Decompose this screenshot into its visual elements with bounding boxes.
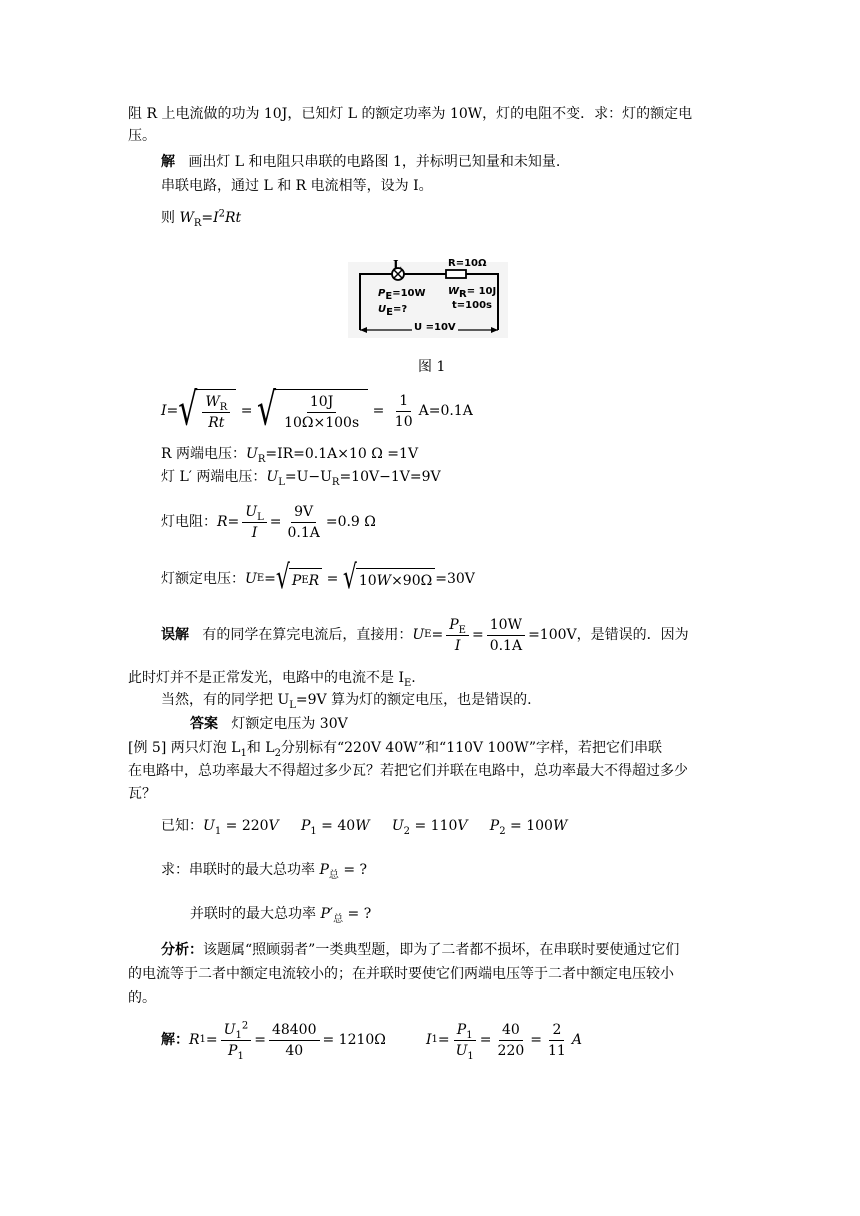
fig-t: t=100s <box>452 300 492 311</box>
problem-line-1: 阻 R 上电流做的功为 10J，已知灯 L 的额定功率为 10W，灯的电阻不变．求：灯的额定电 <box>128 106 693 122</box>
wrong-solution-line-3: 当然，有的同学把 $U_L=9V$ 算为灯的额定电压，也是错误的. <box>161 692 532 711</box>
solution-line-2: 串联电路，通过 L 和 R 电流相等，设为 I。 <box>161 178 433 194</box>
question-parallel: 并联时的最大总功率 $P'_总$ = ? <box>190 906 372 925</box>
formula-lamp-resistance: 灯电阻： R = $\frac{U_L}{I}$ = $\frac{9V}{0.1A}$ =0.9 Ω <box>161 503 376 541</box>
solution-text-1: 画出灯 L 和电阻只串联的电路图 1，并标明已知量和未知量. <box>188 154 561 170</box>
fig-ue: $U_E=$? <box>378 304 408 318</box>
analysis-line-3: 的。 <box>128 990 156 1006</box>
example5-line-1: [例 5] 两只灯泡 $L_1$和 $L_2$分别标有“220V 40W”和“110V 100W”字样，若把它们串联 <box>128 740 663 759</box>
resistor-symbol <box>446 270 466 278</box>
example5-line-2: 在电路中，总功率最大不得超过多少瓦？若把它们并联在电路中，总功率最大不得超过多少 <box>128 763 688 779</box>
fig-lamp-label: L <box>393 258 402 272</box>
wrong-solution-line-1: 误解 有的同学在算完电流后，直接用： U E = $\frac{P_E}{I}$ = $\frac{10W}{0.1A}$ =100V，是错误的．因为 <box>161 616 689 654</box>
analysis-line-1: 分析：该题属“照顾弱者”一类典型题，即为了二者都不损坏，在串联时要使通过它们 <box>161 942 680 958</box>
solve-formulas: 解： R 1 = $\frac{U_1^2}{P_1}$ = $\frac{48400}{40}$ = 1210Ω I 1 = $\frac{P_1}{U_1}$ = $\frac{40}{220}$ = $\frac{2}{11}$ A <box>161 1019 582 1062</box>
formula-ul: 灯 L′ 两端电压：$U_L=U-U_R=10V-1V=9V$ <box>161 469 441 488</box>
fig-resistor-label: R=10Ω <box>448 258 487 269</box>
wrong-solution-line-2: 此时灯并不是正常发光，电路中的电流不是 $I_E$. <box>128 670 416 689</box>
formula-rated-voltage: 灯额定电压： U E = √ P E R = √ 10 W ×90Ω =30V <box>161 559 475 597</box>
fig-u: U =10V <box>414 322 456 333</box>
formula-ur: R 两端电压：$U_R=IR=0.1A\times 10$ Ω =1V <box>161 446 419 465</box>
formula-current: I = √ $\frac{W_R}{Rt}$ = √ $\frac{10J}{10\Omega\times 100s}$ = $\frac{1}{10}$ A=0.1A <box>161 384 473 437</box>
known-values: 已知：$U_1 = 220V$ $P_1 = 40W$ $U_2 = 110V$ $P_2 = 100W$ <box>161 818 568 837</box>
fig-pe: $P_E=10W$ <box>378 288 426 302</box>
example5-line-3: 瓦？ <box>128 786 156 802</box>
analysis-line-2: 的电流等于二者中额定电流较小的；在并联时要使它们两端电压等于二者中额定电压较小 <box>128 966 674 982</box>
solution-line-1 <box>161 152 560 172</box>
question-series: 求：串联时的最大总功率 $P_总$ = ? <box>161 862 368 881</box>
figure-caption: 图 1 <box>418 359 446 375</box>
problem-line-2: 压。 <box>128 128 156 144</box>
solution-label: 解 <box>161 154 175 170</box>
answer-line: 答案 灯额定电压为 30V <box>190 716 348 732</box>
fig-wr: $W_R= 10J$ <box>448 286 497 300</box>
formula-wr: 则 $W_R=I^2Rt$ <box>161 208 242 229</box>
